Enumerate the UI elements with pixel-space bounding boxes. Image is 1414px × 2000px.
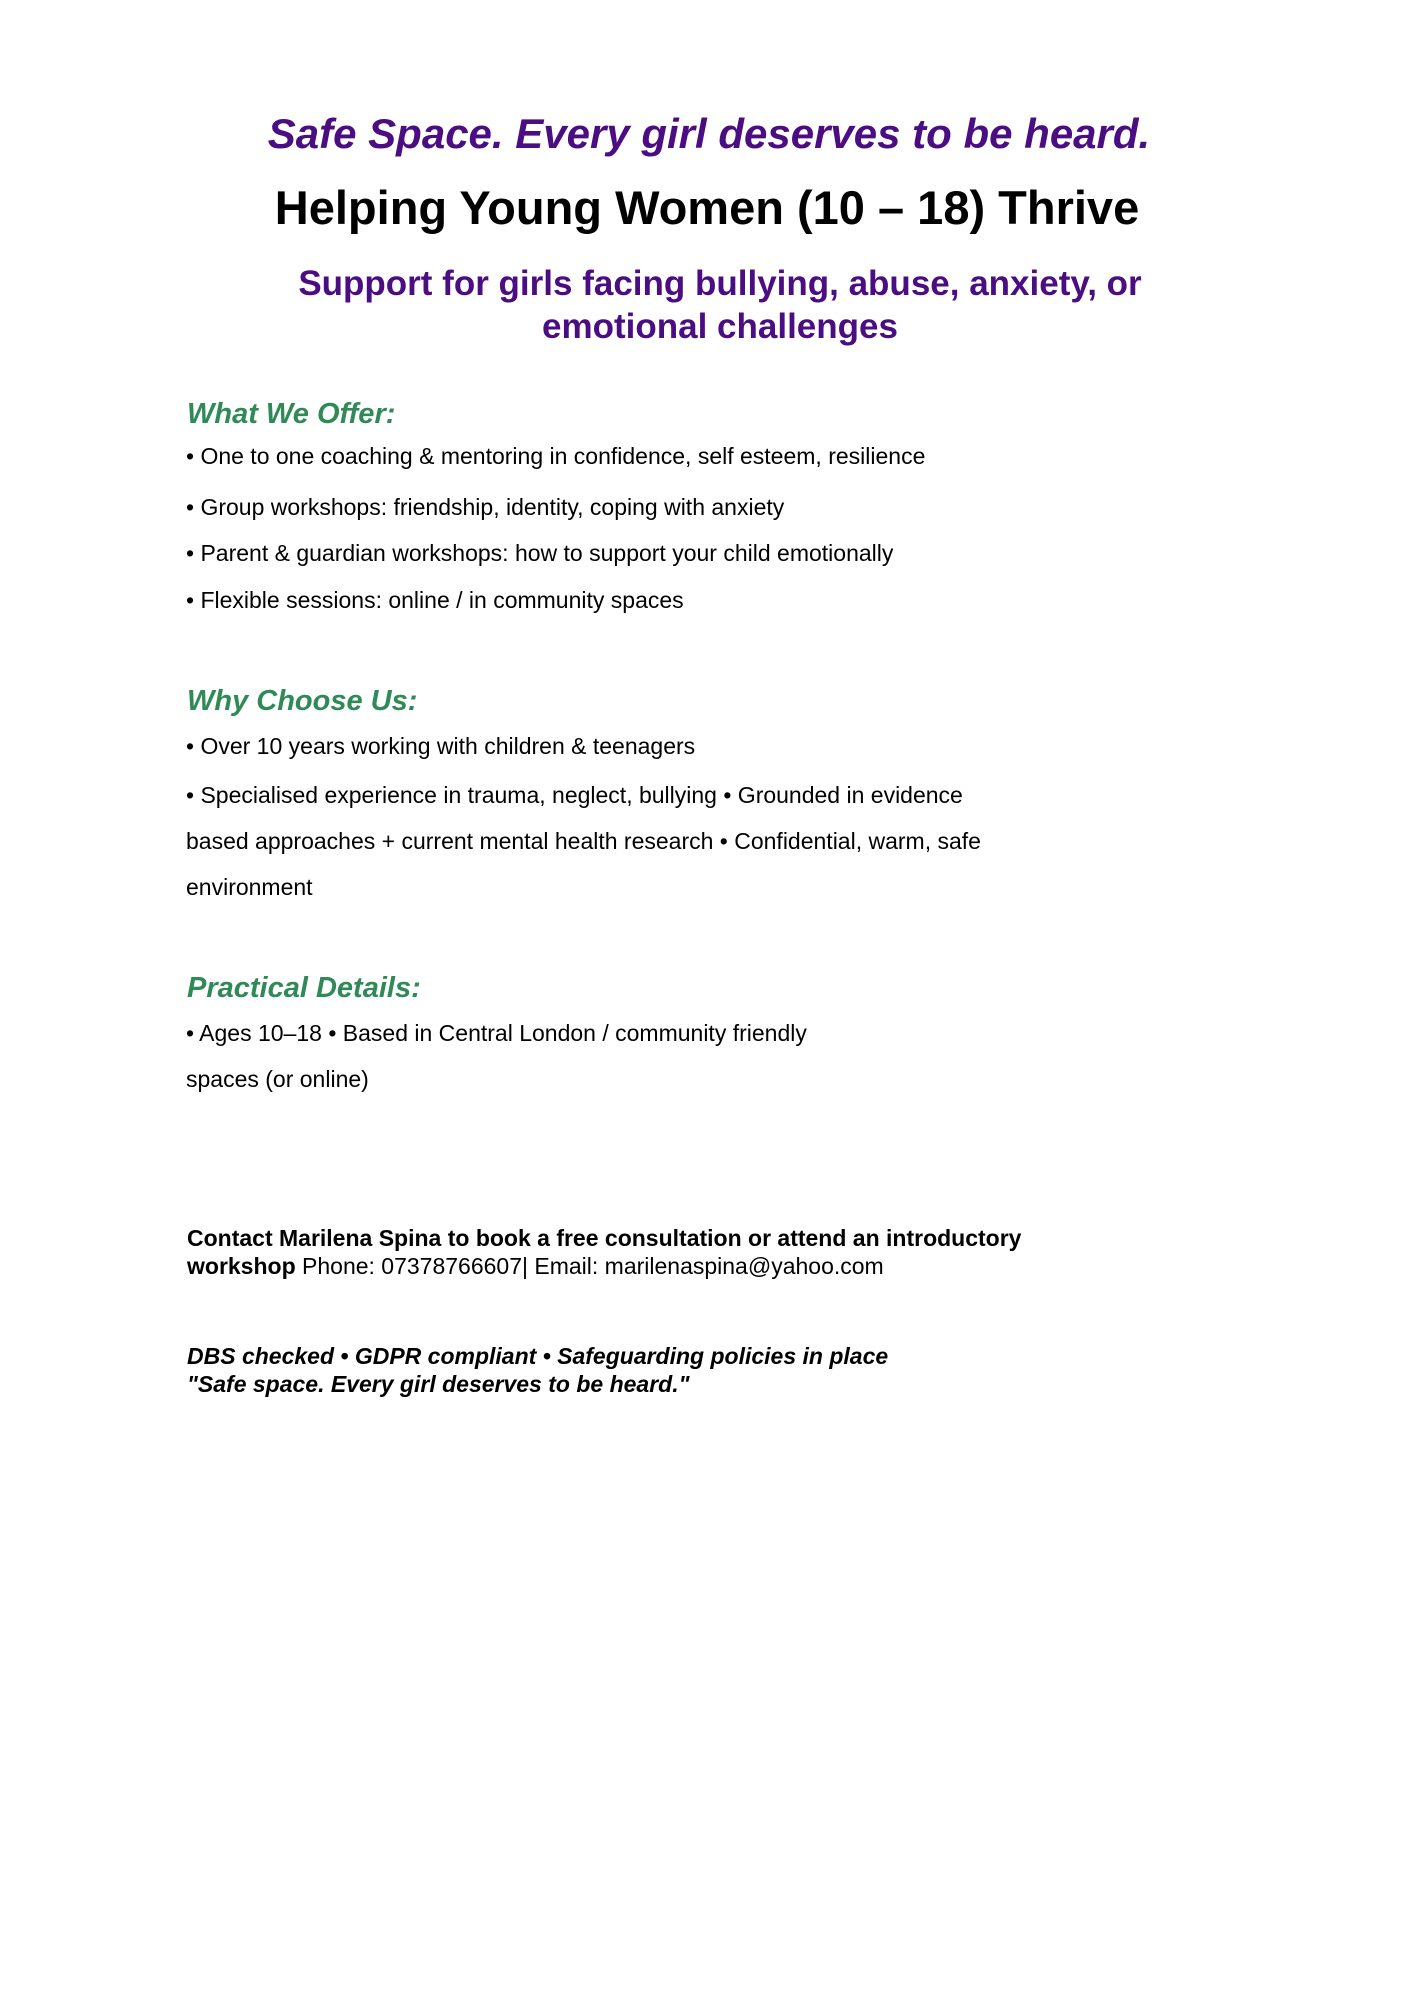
offer-item-flexible-sessions: • Flexible sessions: online / in community spaces (186, 587, 684, 613)
contact-details: Phone: 07378766607| Email: marilenaspina@yahoo.com (295, 1253, 884, 1279)
practical-heading: Practical Details: (187, 972, 421, 1004)
compliance-line: DBS checked • GDPR compliant • Safeguarding policies in place (187, 1343, 889, 1369)
closing-quote: "Safe space. Every girl deserves to be heard." (187, 1371, 690, 1397)
page-title: Helping Young Women (10 – 18) Thrive (274, 181, 1140, 234)
tagline: Safe Space. Every girl deserves to be heard. (267, 110, 1151, 157)
practical-line-online: spaces (or online) (186, 1066, 369, 1092)
offer-heading: What We Offer: (187, 398, 396, 430)
practical-line-ages-location: • Ages 10–18 • Based in Central London / community friendly (186, 1020, 807, 1046)
why-line-experience: • Over 10 years working with children & teenagers (186, 733, 696, 759)
offer-item-coaching: • One to one coaching & mentoring in confidence, self esteem, resilience (186, 443, 926, 469)
contact-call-to-action: Contact Marilena Spina to book a free consultation or attend an introductory (187, 1225, 1022, 1251)
contact-block (187, 1224, 1137, 1280)
why-line-approaches: based approaches + current mental health research • Confidential, warm, safe (186, 828, 981, 854)
subtitle: Support for girls facing bullying, abuse, anxiety, or emotional challenges (298, 264, 1142, 346)
why-heading: Why Choose Us: (187, 685, 418, 717)
why-line-environment: environment (186, 874, 313, 900)
footer-note (187, 1342, 888, 1398)
offer-item-group-workshops: • Group workshops: friendship, identity, coping with anxiety (186, 494, 785, 520)
why-line-specialised: • Specialised experience in trauma, neglect, bullying • Grounded in evidence (186, 782, 963, 808)
contact-call-to-action-continued: workshop (187, 1253, 296, 1279)
offer-item-parent-workshops: • Parent & guardian workshops: how to support your child emotionally (186, 540, 894, 566)
